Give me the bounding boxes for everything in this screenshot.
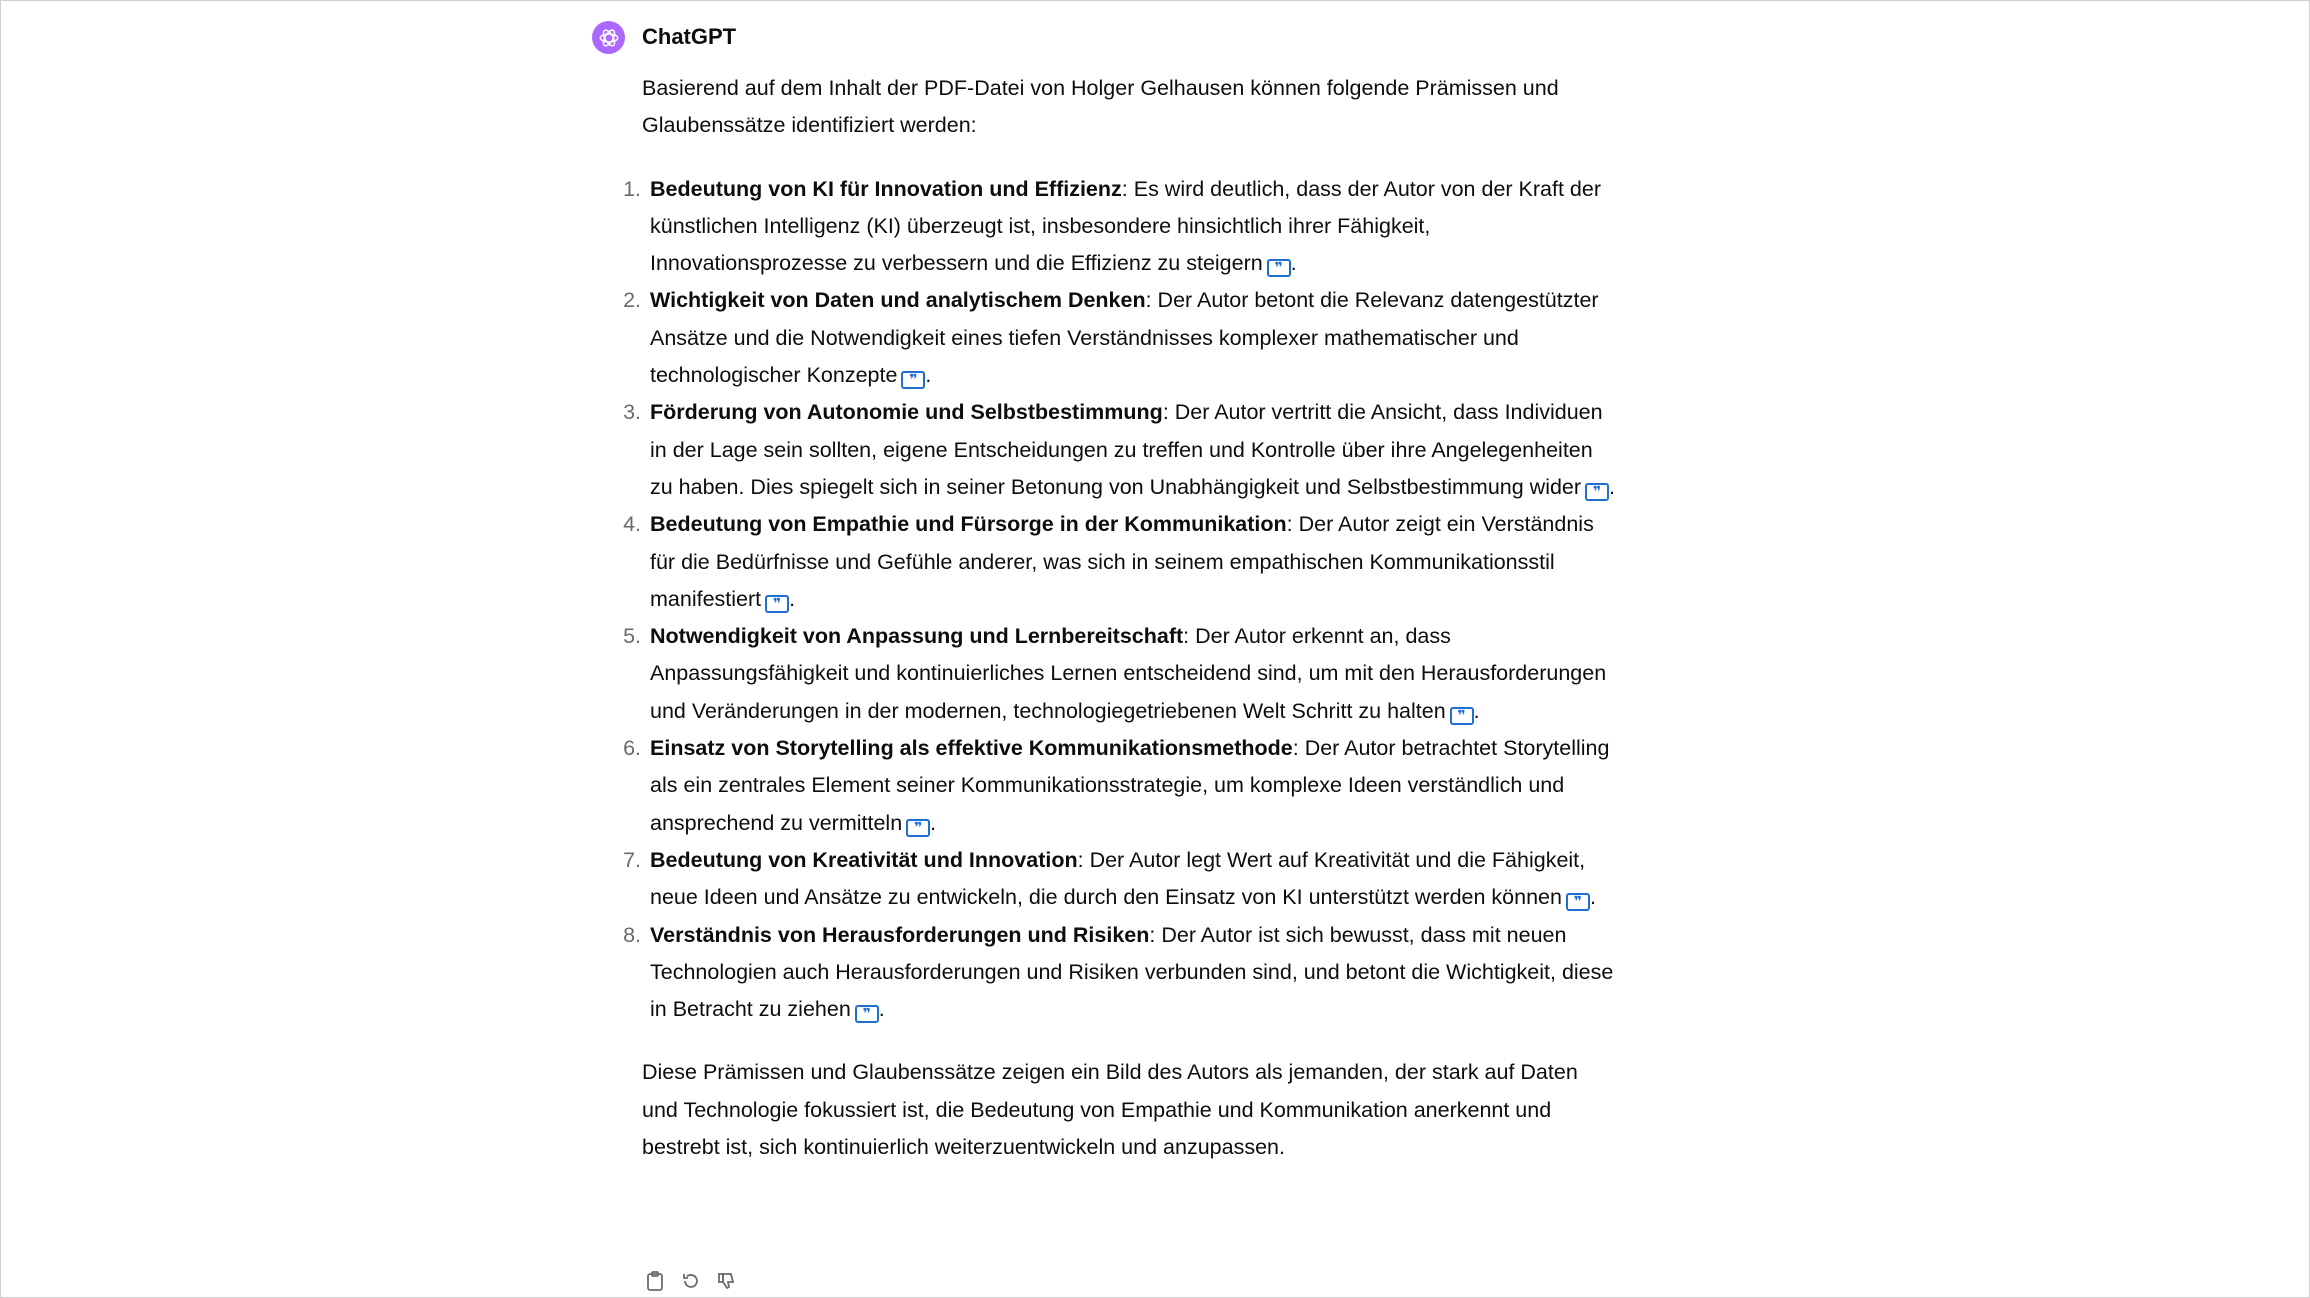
list-number: 1. [623,176,641,201]
quote-citation-icon[interactable]: ❞ [855,1005,879,1023]
list-item [623,917,1617,1029]
item-title: Wichtigkeit von Daten und analytischem Denken [650,288,1146,313]
quote-citation-icon[interactable]: ❞ [1566,893,1590,911]
openai-logo-icon [592,21,625,54]
quote-citation-icon[interactable]: ❞ [1267,259,1291,277]
quote-citation-icon[interactable]: ❞ [1450,707,1474,725]
item-text: : Es wird deutlich, dass der Autor von der Kraft der künstlichen Intelligenz (KI) überzeugt ist, insbesondere hinsichtlich ihrer Fähigkeit, Innovationsprozesse zu verbessern und die Effizienz zu steigern [650,176,1601,276]
thumbs-down-icon [717,1271,737,1291]
premises-list [623,171,1617,1029]
quote-citation-icon[interactable]: ❞ [765,595,789,613]
list-item [623,506,1617,618]
list-number: 4. [623,512,641,537]
clipboard-icon [646,1271,664,1291]
item-end: . [1589,885,1596,910]
item-title: Einsatz von Storytelling als effektive Kommunikationsmethode [650,736,1293,761]
list-number: 5. [623,624,641,649]
list-number: 3. [623,400,641,425]
list-number: 7. [623,847,641,872]
message-intro: Basierend auf dem Inhalt der PDF-Datei von Holger Gelhausen können folgende Prämissen und Glaubenssätze identifiziert werden: [642,76,1559,138]
item-text: : Der Autor erkennt an, dass Anpassungsfähigkeit und kontinuierliches Lernen entscheidend sind, um mit den Herausforderungen und Veränderungen in der modernen, technologiegetriebenen Welt Schritt zu halten [650,624,1607,723]
quote-citation-icon[interactable]: ❞ [1585,483,1609,501]
item-title: Notwendigkeit von Anpassung und Lernbereitschaft [650,624,1184,649]
list-item [623,618,1617,730]
list-item [623,730,1617,842]
item-text: : Der Autor zeigt ein Verständnis für die Bedürfnisse und Gefühle anderer, was sich in seinem empathischen Kommunikationsstil manifestiert [650,512,1594,611]
item-text: : Der Autor ist sich bewusst, dass mit neuen Technologien auch Herausforderungen und Risiken verbunden sind, und betont die Wichtigkeit, diese in Betracht zu ziehen [650,922,1614,1022]
list-item [623,842,1617,917]
quote-citation-icon[interactable]: ❞ [906,819,930,837]
item-end: . [930,810,937,835]
list-item [623,394,1617,506]
dislike-button[interactable] [716,1270,738,1292]
item-text: : Der Autor legt Wert auf Kreativität und die Fähigkeit, neue Ideen und Ansätze zu entwickeln, die durch den Einsatz von KI unterstützt werden können [650,847,1586,910]
quote-citation-icon[interactable]: ❞ [901,371,925,389]
item-title: Bedeutung von Empathie und Fürsorge in der Kommunikation [650,512,1287,537]
message-sender: ChatGPT [642,24,737,49]
list-number: 2. [623,288,641,313]
item-text: : Der Autor vertritt die Ansicht, dass Individuen in der Lage sein sollten, eigene Entscheidungen zu treffen und Kontrolle über ihre Angelegenheiten zu haben. Dies spiegelt sich in seiner Betonung von Unabhängigkeit und Selbstbestimmung wider [650,400,1603,499]
list-number: 6. [623,736,641,761]
item-end: . [1473,698,1480,723]
message-outro: Diese Prämissen und Glaubenssätze zeigen ein Bild des Autors als jemanden, der stark auf Daten und Technologie fokussiert ist, die Bedeutung von Empathie und Kommunikation anerkennt und bestrebt ist, sich kontinuierlich weiterzuentwickeln und anzupassen. [642,1060,1578,1160]
item-end: . [1609,474,1616,499]
item-text: : Der Autor betont die Relevanz datengestützter Ansätze und die Notwendigkeit eines tiefen Verständnisses komplexer mathematischer und technologischer Konzepte [650,288,1599,388]
item-end: . [878,997,885,1022]
item-text: : Der Autor betrachtet Storytelling als ein zentrales Element seiner Kommunikationsstrategie, um komplexe Ideen verständlich und ansprechend zu vermitteln [650,736,1610,835]
regenerate-icon [681,1271,701,1291]
list-number: 8. [623,922,641,947]
item-title: Förderung von Autonomie und Selbstbestimmung [650,400,1163,425]
message-content [623,70,1617,1166]
item-end: . [925,363,932,388]
item-title: Bedeutung von Kreativität und Innovation [650,847,1078,872]
regenerate-button[interactable] [680,1270,702,1292]
item-end: . [789,586,796,611]
message-actions [644,1270,738,1292]
copy-button[interactable] [644,1270,666,1292]
item-title: Bedeutung von KI für Innovation und Effizienz [650,176,1122,201]
list-item [623,171,1617,283]
item-title: Verständnis von Herausforderungen und Risiken [650,922,1150,947]
list-item [623,282,1617,394]
item-end: . [1290,251,1297,276]
